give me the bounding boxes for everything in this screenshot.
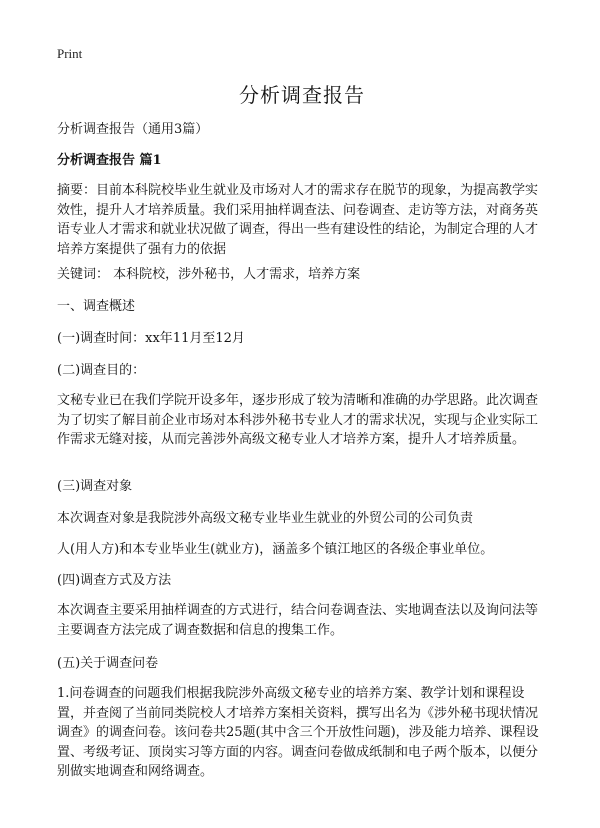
item-survey-purpose: (二)调查目的： [57, 363, 146, 378]
abstract-paragraph: 摘要：目前本科院校毕业生就业及市场对人才的需求存在脱节的现象，为提高教学实效性，提升人才培养质量。我们采用抽样调查法、问卷调查、走访等方法，对商务英语专业人才需求和就业状况做了调查，得出一些有建设性的结论，为制定合理的人才培养方案提供了强有力的依据 [57, 183, 539, 257]
document-subtitle: 分析调查报告（通用3篇） [57, 122, 209, 137]
keywords-line: 关键词： 本科院校，涉外秘书，人才需求，培养方案 [57, 267, 361, 282]
method-paragraph: 本次调查主要采用抽样调查的方式进行，结合问卷调查法、实地调查法以及询问法等主要调查方法完成了调查数据和信息的搜集工作。 [57, 603, 539, 638]
item-survey-object: (三)调查对象 [57, 479, 133, 494]
questionnaire-paragraph: 1.问卷调查的问题我们根据我院涉外高级文秘专业的培养方案、教学计划和课程设置，并查阅了当前同类院校人才培养方案相关资料，撰写出名为《涉外秘书现状情况调查》的调查问卷。该问卷共25题(其中含三个开放性问题)，涉及能力培养、课程设置、考级考证、顶岗实习等方面的内容。调查问卷做成纸制和电子两个版本，以便分别做实地调查和网络调查。 [57, 686, 539, 780]
item-questionnaire: (五)关于调查问卷 [57, 656, 159, 671]
print-link[interactable]: Print [57, 46, 83, 61]
object-line-1: 本次调查对象是我院涉外高级文秘专业毕业生就业的外贸公司的公司负责 [57, 511, 474, 526]
purpose-paragraph: 文秘专业已在我们学院开设多年，逐步形成了较为清晰和准确的办学思路。此次调查为了切实了解目前企业市场对本科涉外秘书专业人才的需求状况，实现与企业实际工作需求无缝对接，从而完善涉外高级文秘专业人才培养方案，提升人才培养质量。 [57, 393, 539, 448]
object-line-2: 人(用人方)和本专业毕业生(就业方)，涵盖多个镇江地区的各级企事业单位。 [57, 542, 494, 557]
heading-overview: 一、调查概述 [57, 299, 136, 314]
item-survey-time: (一)调查时间：xx年11月至12月 [57, 331, 245, 346]
section-heading: 分析调查报告 篇1 [57, 153, 162, 168]
page-title: 分析调查报告 [239, 83, 365, 107]
item-survey-method: (四)调查方式及方法 [57, 573, 172, 588]
